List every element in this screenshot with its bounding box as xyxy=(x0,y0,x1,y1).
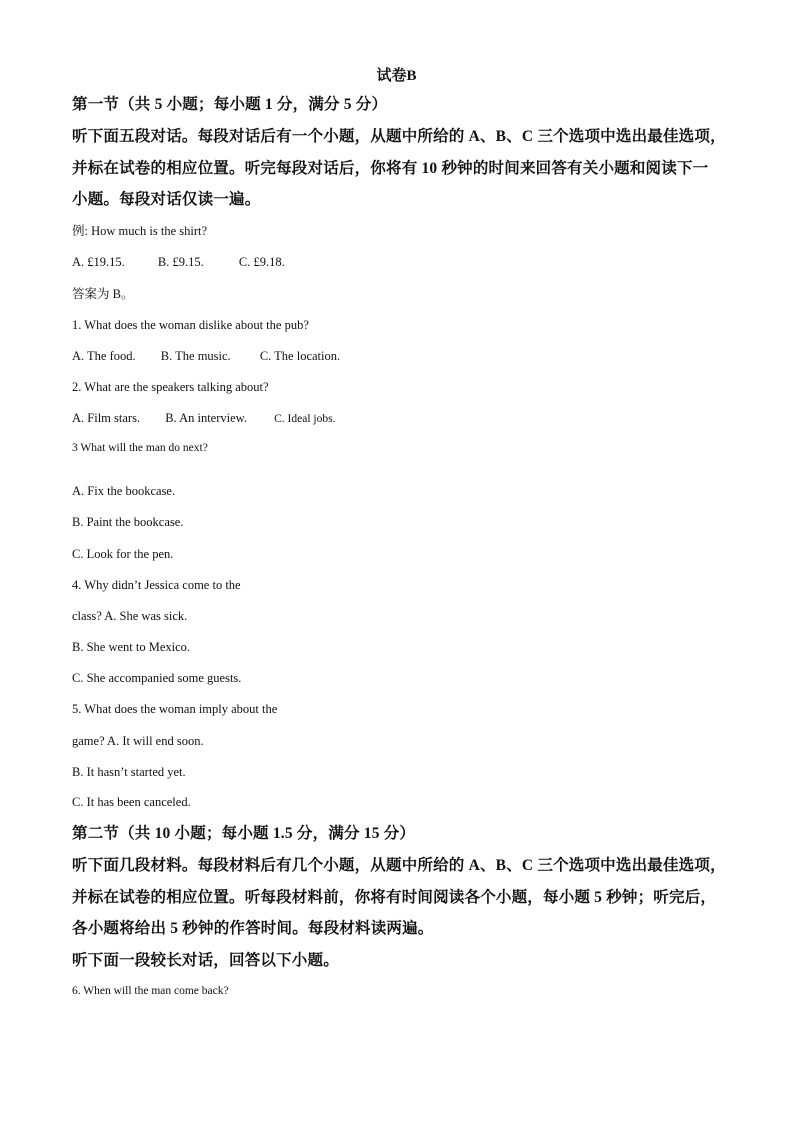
option-c: C. The location. xyxy=(259,349,341,363)
section1-heading: 第一节（共 5 小题；每小题 1 分，满分 5 分） xyxy=(72,96,388,113)
section2-heading: 第二节（共 10 小题；每小题 1.5 分，满分 15 分） xyxy=(72,825,416,842)
option-b: B. £9.15. xyxy=(157,255,204,269)
option-b: B. The music. xyxy=(160,349,231,363)
option-a: A. The food. xyxy=(72,349,136,363)
question-2-options xyxy=(72,412,335,426)
question-3-option-a: A. Fix the bookcase. xyxy=(72,484,176,498)
question-4-continued: class? A. She was sick. xyxy=(72,609,188,623)
example-question: 例: How much is the shirt? xyxy=(72,224,208,238)
question-1-options xyxy=(72,350,340,363)
section1-instruction-line: 并标在试卷的相应位置。听完每段对话后，你将有 10 秒钟的时间来回答有关小题和阅读下一 xyxy=(72,160,709,177)
example-options xyxy=(72,256,285,269)
page-title: 试卷B xyxy=(376,68,417,84)
question-4: 4. Why didn’t Jessica come to the xyxy=(72,578,241,592)
section2-instruction-line: 听下面几段材料。每段材料后有几个小题，从题中所给的 A、B、C 三个选项中选出最佳选项， xyxy=(72,857,726,874)
example-answer: 答案为 B。 xyxy=(72,287,134,301)
question-5: 5. What does the woman imply about the xyxy=(72,702,278,716)
question-5-option-b: B. It hasn’t started yet. xyxy=(72,765,186,779)
option-b: B. An interview. xyxy=(165,411,248,425)
section1-instruction-line: 听下面五段对话。每段对话后有一个小题，从题中所给的 A、B、C 三个选项中选出最佳选项， xyxy=(72,128,726,145)
question-3: 3 What will the man do next? xyxy=(72,442,208,454)
section1-instruction-line: 小题。每段对话仅读一遍。 xyxy=(72,191,261,208)
option-c: C. Ideal jobs. xyxy=(274,413,336,425)
section2-instruction-line: 并标在试卷的相应位置。听每段材料前，你将有时间阅读各个小题，每小题 5 秒钟；听完后， xyxy=(72,889,717,906)
section2-sub-heading: 听下面一段较长对话，回答以下小题。 xyxy=(72,952,339,969)
question-4-option-c: C. She accompanied some guests. xyxy=(72,671,242,685)
question-5-continued: game? A. It will end soon. xyxy=(72,734,204,748)
option-a: A. Film stars. xyxy=(72,411,141,425)
question-2: 2. What are the speakers talking about? xyxy=(72,380,269,394)
question-6: 6. When will the man come back? xyxy=(72,985,229,997)
question-3-option-b: B. Paint the bookcase. xyxy=(72,515,184,529)
question-1: 1. What does the woman dislike about the pub? xyxy=(72,318,309,332)
question-4-option-b: B. She went to Mexico. xyxy=(72,640,191,654)
option-c: C. £9.18. xyxy=(238,255,285,269)
option-a: A. £19.15. xyxy=(72,255,125,269)
question-5-option-c: C. It has been canceled. xyxy=(72,795,191,809)
question-3-option-c: C. Look for the pen. xyxy=(72,547,174,561)
section2-instruction-line: 各小题将给出 5 秒钟的作答时间。每段材料读两遍。 xyxy=(72,920,434,937)
